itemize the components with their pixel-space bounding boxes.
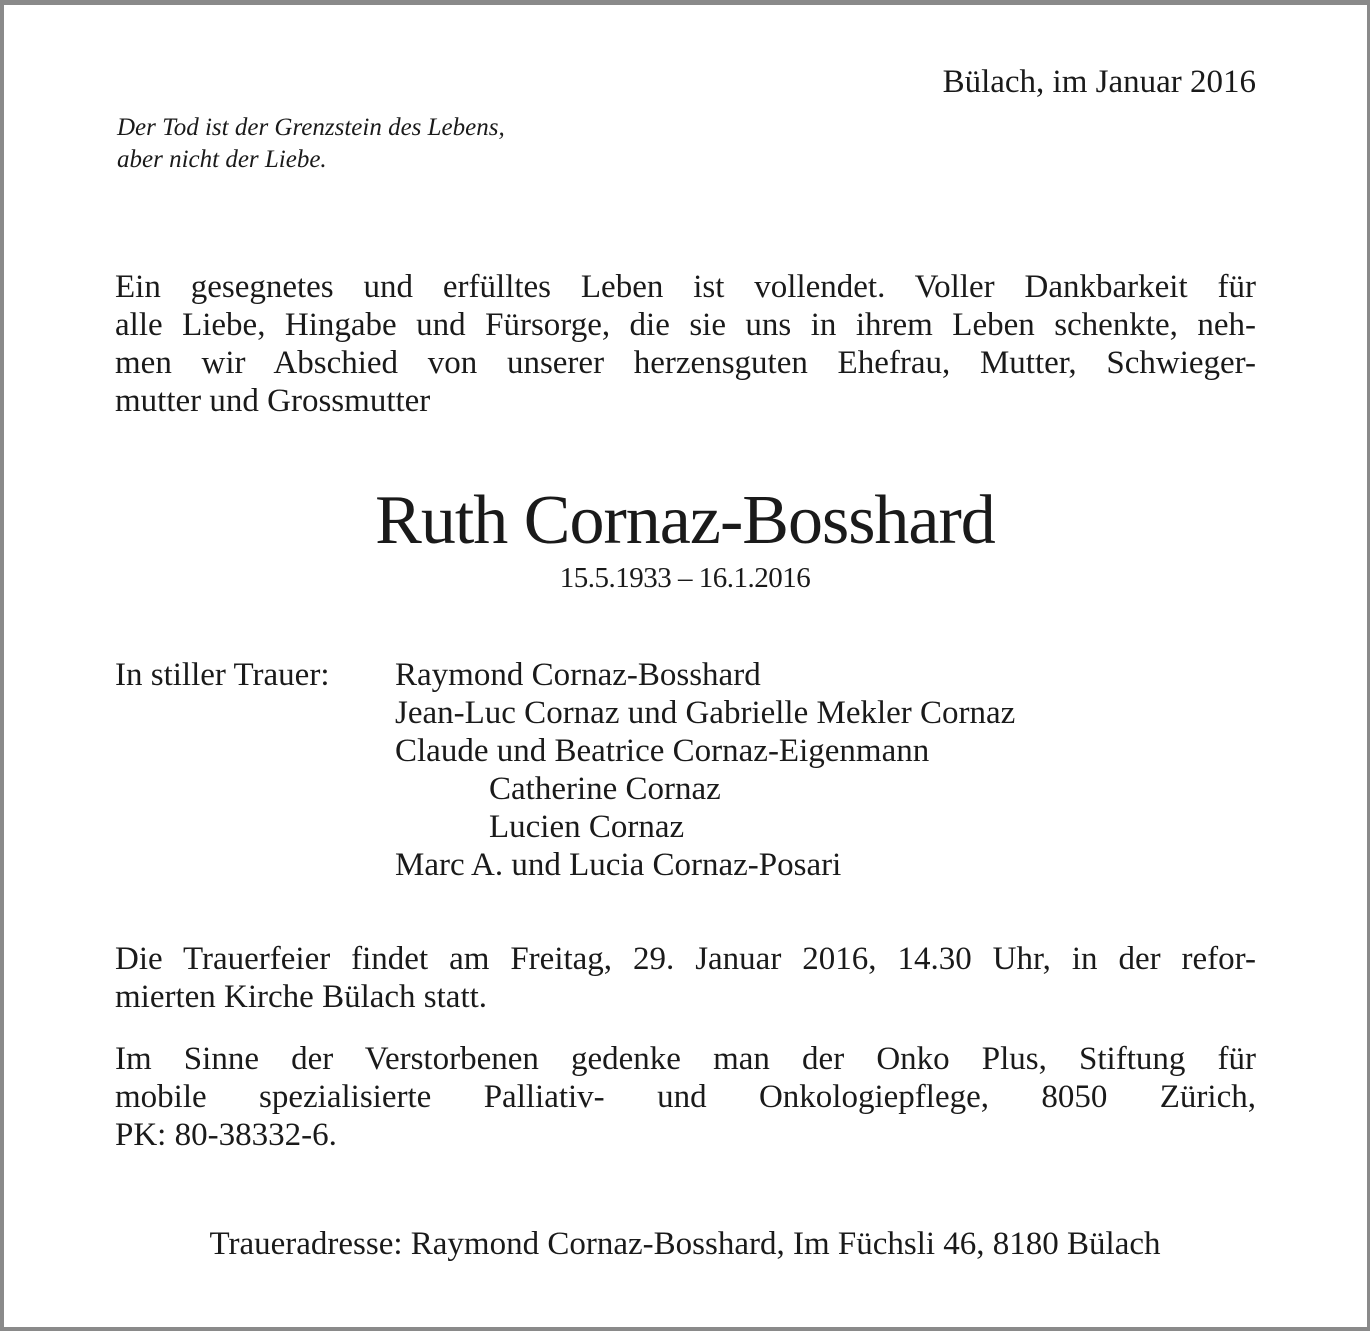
service-line: Die Trauerfeier findet am Freitag, 29. Januar 2016, 14.30 Uhr, in der refor-: [115, 941, 1256, 977]
mourning-address: Traueradresse: Raymond Cornaz-Bosshard, Im Füchsli 46, 8180 Bülach: [209, 1226, 1161, 1262]
mourner-name: Jean-Luc Cornaz und Gabrielle Mekler Cornaz: [395, 695, 1016, 731]
deceased-name: Ruth Cornaz-Bosshard: [375, 482, 995, 559]
motto-line: Der Tod ist der Grenzstein des Lebens,: [117, 114, 505, 141]
mourner-name: Lucien Cornaz: [489, 809, 685, 845]
mourner-name: Claude und Beatrice Cornaz-Eigenmann: [395, 733, 930, 769]
service-line: mierten Kirche Bülach statt.: [115, 979, 488, 1015]
motto-line: aber nicht der Liebe.: [117, 146, 327, 173]
motto-quote: [117, 112, 505, 176]
service-paragraph: [115, 940, 1256, 1016]
intro-line: mutter und Grossmutter: [115, 383, 431, 419]
donation-line: mobile spezialisierte Palliativ- und Onkologiepflege, 8050 Zürich,: [115, 1079, 1256, 1115]
place-date: Bülach, im Januar 2016: [942, 64, 1256, 100]
donation-line: Im Sinne der Verstorbenen gedenke man der Onko Plus, Stiftung für: [115, 1041, 1256, 1077]
donation-line: PK: 80-38332-6.: [115, 1117, 337, 1153]
mourners-list: [395, 656, 1015, 884]
mourner-name: Raymond Cornaz-Bosshard: [395, 657, 761, 693]
mourner-name: Catherine Cornaz: [489, 771, 721, 807]
mourning-label: In stiller Trauer:: [115, 657, 330, 693]
intro-line: Ein gesegnetes und erfülltes Leben ist vollendet. Voller Dankbarkeit für: [115, 269, 1256, 305]
intro-line: men wir Abschied von unserer herzensguten Ehefrau, Mutter, Schwieger-: [115, 345, 1256, 381]
deceased-dates: 15.5.1933 – 16.1.2016: [559, 562, 811, 594]
intro-paragraph: [115, 268, 1256, 420]
intro-line: alle Liebe, Hingabe und Fürsorge, die sie uns in ihrem Leben schenkte, neh-: [115, 307, 1256, 343]
donation-paragraph: [115, 1040, 1256, 1154]
mourner-name: Marc A. und Lucia Cornaz-Posari: [395, 847, 842, 883]
